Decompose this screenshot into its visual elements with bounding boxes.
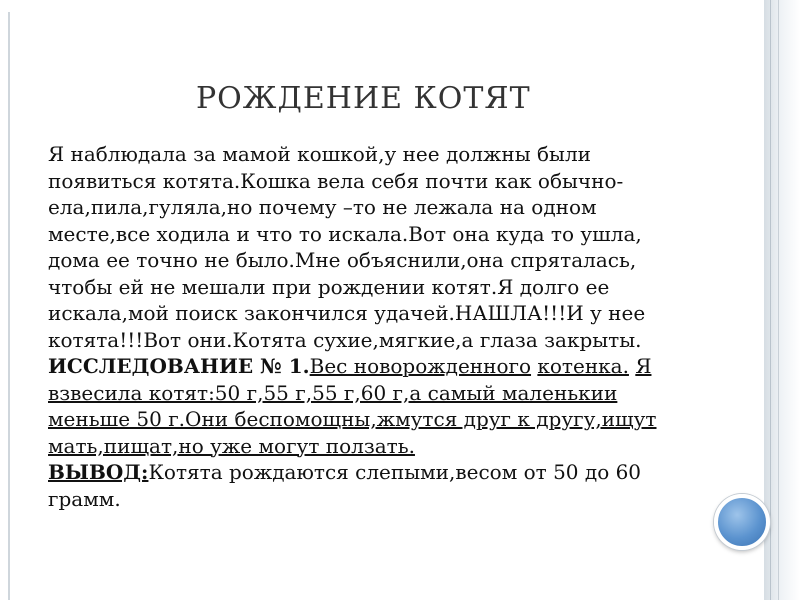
- research-topic-part2: котенка.: [537, 354, 629, 378]
- slide-title: РОЖДЕНИЕ КОТЯТ: [196, 81, 531, 116]
- left-border-line: [8, 12, 10, 600]
- observation-text: Я наблюдала за мамой кошкой,у нее должны были появиться котята.Кошка вела себя почти как обычно-ела,пила,гуляла,но почему –то не лежала на одном месте,все ходила и что то искала.Вот она куда то ушла, дома ее точно не было.Мне объяснили,она спряталась, чтобы ей не мешали при рождении котят.Я долго ее искала,мой поиск закончился удачей.НАШЛА!!!И у нее котята!!!Вот они.Котята сухие,мягкие,а глаза закрыты.: [48, 142, 646, 352]
- conclusion-body: Котята рождаются слепыми,весом от 50 до 60 грамм.: [48, 460, 642, 511]
- paragraph-conclusion: [30, 459, 696, 512]
- research-topic-part1: Вес новорожденного: [309, 354, 532, 378]
- research-body: Я взвесила котят:50 г,55 г,55 г,60 г,а самый маленькии меньше 50 г.Они беспомощны,жмутся друг к другу,ищут мать,пищат,но уже могут ползать.: [48, 354, 657, 458]
- right-decorative-bar: [764, 0, 800, 600]
- paragraph-research: [30, 353, 696, 459]
- slide-content: [30, 141, 696, 512]
- decorative-circle: [714, 494, 770, 550]
- conclusion-heading: ВЫВОД:: [48, 460, 149, 484]
- paragraph-observation: [30, 141, 696, 353]
- research-heading: ИССЛЕДОВАНИЕ № 1.: [48, 354, 310, 378]
